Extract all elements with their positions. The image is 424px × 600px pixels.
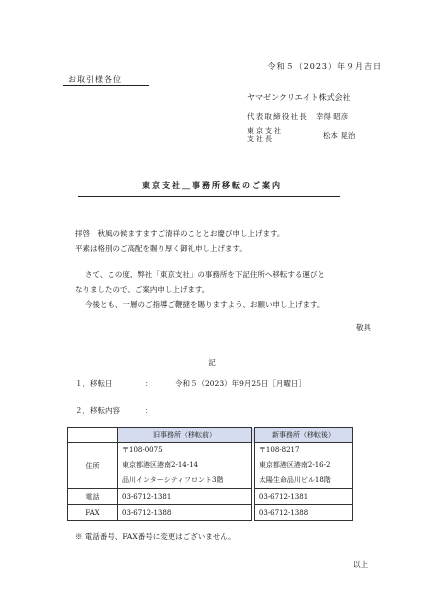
signatory-role: 東京支社 支社長 — [247, 127, 283, 143]
body-paragraph: 今後とも、一層のご指導ご鞭撻を賜りますよう、お願い申し上げます。 — [85, 300, 325, 309]
move-date-item — [75, 378, 306, 389]
old-office-header: 旧事務所（移転前） — [118, 428, 252, 443]
fax-label: FAX — [68, 505, 118, 521]
company-name: ヤマゼンクリエイト株式会社 — [247, 93, 351, 102]
table-row-fax — [68, 505, 353, 521]
new-building: 太陽生命品川ビル18階 — [258, 476, 331, 484]
colon: ： — [145, 379, 153, 388]
move-date-label: １．移転日 — [75, 379, 113, 388]
letter-date: 令和５（2023）年９月吉日 — [267, 62, 382, 71]
old-building: 品川インターシティフロント3階 — [122, 476, 224, 484]
old-street-address: 東京都港区港南2-14-14 — [122, 461, 198, 469]
body-paragraph: 平素は格別のご高配を賜り厚く御礼申し上げます。 — [75, 244, 247, 253]
body-paragraph: 拝啓 秋風の候ますますご清祥のこととお慶び申し上げます。 — [75, 229, 285, 238]
move-date-value: 令和５（2023）年9月25日［月曜日］ — [175, 379, 306, 388]
office-comparison-table — [67, 427, 353, 521]
ki-heading: 記 — [208, 358, 216, 367]
move-details-item — [75, 405, 153, 416]
note-text: ※ 電話番号、FAX番号に変更はございません。 — [75, 532, 236, 541]
signatory-name: 松本 晃治 — [323, 130, 356, 140]
new-street-address: 東京都港区港南2-16-2 — [258, 461, 331, 469]
new-postal-code: 〒108-8217 — [258, 446, 300, 454]
body-paragraph: なりましたので、ご案内申し上げます。 — [75, 285, 210, 294]
signatory-role: 代表取締役社長 — [247, 112, 308, 121]
recipient: お取引様各位 — [68, 75, 122, 84]
new-address-cell — [254, 443, 352, 489]
move-details-label: ２．移転内容 — [75, 406, 120, 415]
table-header-row — [68, 428, 353, 443]
closing-keigu: 敬具 — [356, 323, 371, 332]
new-office-header: 新事務所（移転後） — [254, 428, 352, 443]
old-address-cell — [118, 443, 252, 489]
body-paragraph: さて、この度、弊社「東京支社」の事務所を下記住所へ移転する運びと — [85, 270, 325, 279]
title-underline — [78, 196, 340, 197]
table-row-phone — [68, 489, 353, 505]
new-phone-cell: 03-6712-1381 — [254, 489, 352, 505]
table-row-address — [68, 443, 353, 489]
signatory-name: 幸得 昭彦 — [315, 112, 349, 121]
document-title: 東京支社＿事務所移転のご案内 — [142, 180, 282, 190]
signatory-branch-manager — [247, 127, 355, 143]
address-label: 住所 — [68, 443, 118, 489]
phone-label: 電話 — [68, 489, 118, 505]
table-corner-cell — [68, 428, 118, 443]
old-phone-cell: 03-6712-1381 — [118, 489, 252, 505]
old-fax-cell: 03-6712-1388 — [118, 505, 252, 521]
old-postal-code: 〒108-0075 — [122, 446, 163, 454]
new-fax-cell: 03-6712-1388 — [254, 505, 352, 521]
recipient-underline — [63, 85, 149, 86]
end-ijo: 以上 — [353, 560, 368, 569]
signatory-president — [247, 111, 348, 122]
colon: ： — [145, 406, 153, 415]
